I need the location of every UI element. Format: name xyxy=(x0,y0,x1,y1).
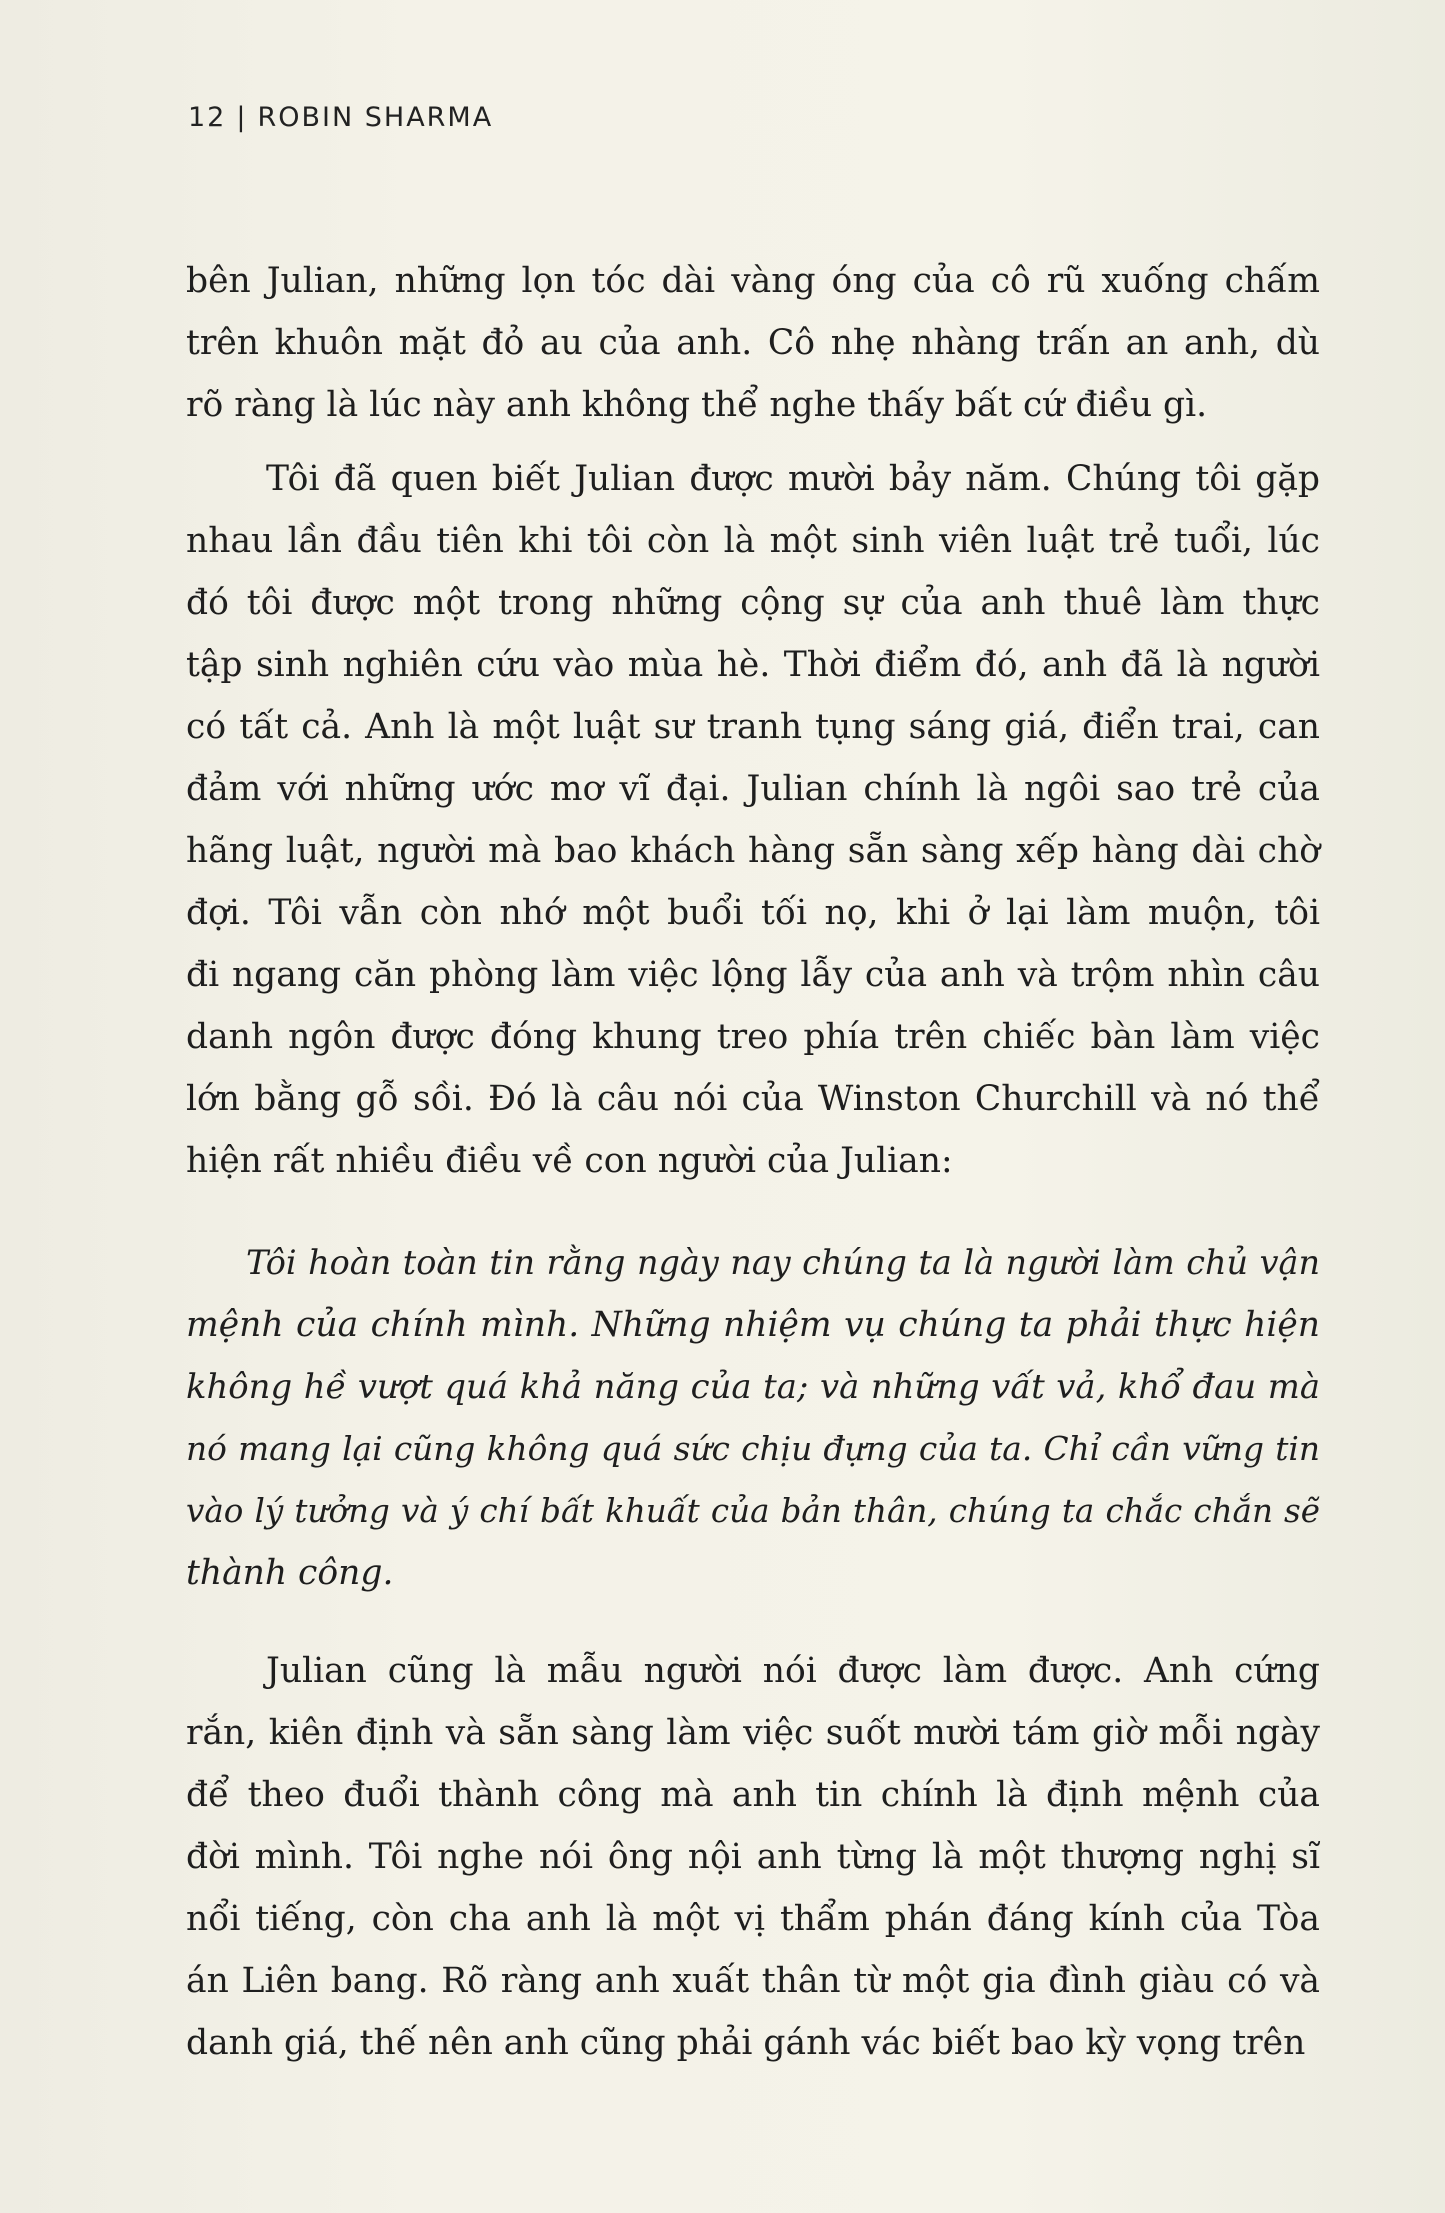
quote-line: Tôi hoàn toàn tin rằng ngày nay chúng ta là người làm chủ vận xyxy=(246,1243,1320,1282)
text-line: đi ngang căn phòng làm việc lộng lẫy của anh và trộm nhìn câu xyxy=(186,955,1320,995)
quote-line: nó mang lại cũng không quá sức chịu đựng của ta. Chỉ cần vững tin xyxy=(186,1430,1320,1468)
text-line: đời mình. Tôi nghe nói ông nội anh từng là một thượng nghị sĩ xyxy=(186,1837,1320,1877)
text-line: trên khuôn mặt đỏ au của anh. Cô nhẹ nhàng trấn an anh, dù xyxy=(186,323,1320,363)
paragraph-julian-character xyxy=(186,1640,1320,2074)
text-line: hiện rất nhiều điều về con người của Julian: xyxy=(186,1141,953,1181)
text-line: đảm với những ước mơ vĩ đại. Julian chính là ngôi sao trẻ của xyxy=(186,769,1320,809)
author-name: ROBIN SHARMA xyxy=(257,102,494,133)
paragraph-continued xyxy=(186,250,1320,436)
text-line: để theo đuổi thành công mà anh tin chính là định mệnh của xyxy=(186,1775,1320,1815)
text-line: nổi tiếng, còn cha anh là một vị thẩm phán đáng kính của Tòa xyxy=(186,1899,1320,1939)
quote-line: không hề vượt quá khả năng của ta; và những vất vả, khổ đau mà xyxy=(186,1367,1320,1406)
quote-line: vào lý tưởng và ý chí bất khuất của bản thân, chúng ta chắc chắn sẽ xyxy=(186,1492,1320,1530)
text-line: rõ ràng là lúc này anh không thể nghe thấy bất cứ điều gì. xyxy=(186,385,1208,425)
text-line: danh ngôn được đóng khung treo phía trên chiếc bàn làm việc xyxy=(186,1017,1320,1057)
quote-line: thành công. xyxy=(186,1553,394,1593)
text-line: tập sinh nghiên cứu vào mùa hè. Thời điểm đó, anh đã là người xyxy=(186,645,1320,685)
paragraph-julian-intro xyxy=(186,448,1320,1192)
churchill-quote xyxy=(186,1232,1320,1604)
text-line: đó tôi được một trong những cộng sự của anh thuê làm thực xyxy=(186,583,1320,623)
text-line: rắn, kiên định và sẵn sàng làm việc suốt mười tám giờ mỗi ngày xyxy=(186,1713,1320,1753)
page-number: 12 xyxy=(188,102,227,133)
text-line: Tôi đã quen biết Julian được mười bảy năm. Chúng tôi gặp xyxy=(266,459,1320,499)
text-line: đợi. Tôi vẫn còn nhớ một buổi tối nọ, khi ở lại làm muộn, tôi xyxy=(186,893,1320,933)
text-line: nhau lần đầu tiên khi tôi còn là một sinh viên luật trẻ tuổi, lúc xyxy=(186,521,1320,561)
text-line: án Liên bang. Rõ ràng anh xuất thân từ một gia đình giàu có và xyxy=(186,1961,1320,2001)
text-line: lớn bằng gỗ sồi. Đó là câu nói của Winston Churchill và nó thể xyxy=(186,1079,1320,1119)
text-line: hãng luật, người mà bao khách hàng sẵn sàng xếp hàng dài chờ xyxy=(186,831,1320,871)
running-head xyxy=(188,102,493,133)
quote-line: mệnh của chính mình. Những nhiệm vụ chúng ta phải thực hiện xyxy=(186,1305,1320,1345)
text-line: bên Julian, những lọn tóc dài vàng óng của cô rũ xuống chấm xyxy=(186,261,1320,301)
text-line: danh giá, thế nên anh cũng phải gánh vác biết bao kỳ vọng trên xyxy=(186,2023,1306,2063)
text-line: Julian cũng là mẫu người nói được làm được. Anh cứng xyxy=(266,1651,1320,1691)
header-separator: | xyxy=(236,102,248,133)
text-line: có tất cả. Anh là một luật sư tranh tụng sáng giá, điển trai, can xyxy=(186,707,1320,747)
